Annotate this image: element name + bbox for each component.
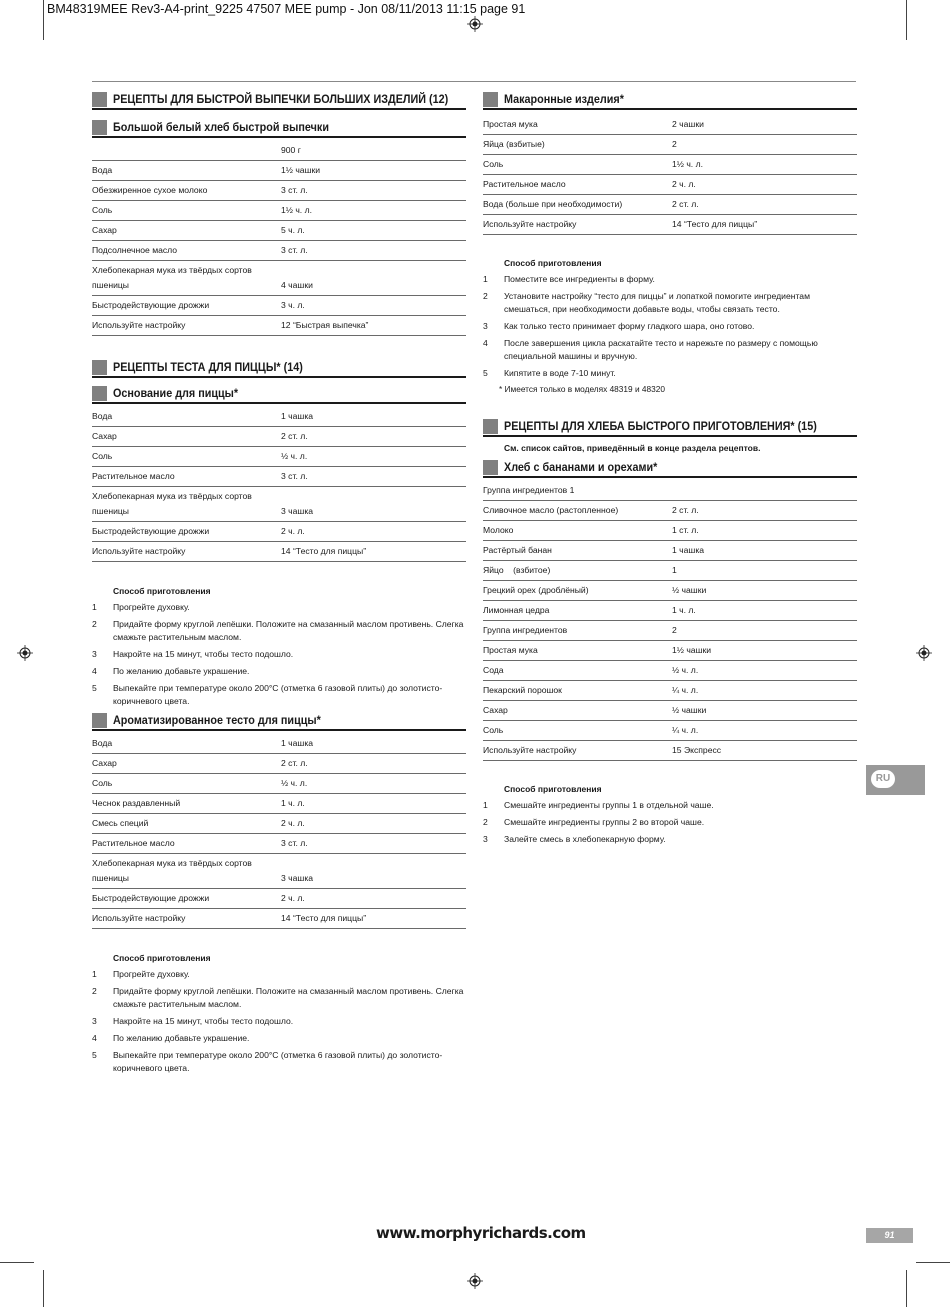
table-row: Вода 1 чашка bbox=[92, 407, 466, 427]
method-step: 3 Залейте смесь в хлебопекарную форму. bbox=[483, 834, 666, 844]
page-number: 91 bbox=[866, 1228, 913, 1243]
method-step: 5 Выпекайте при температуре около 200°C (отметка 6 газовой плиты) до золотисто-коричневого цвета. bbox=[92, 1050, 443, 1073]
method-flavoured-pizza bbox=[92, 953, 466, 1075]
method-step: 1 Прогрейте духовку. bbox=[92, 602, 190, 612]
table-row: Соль ½ ч. л. bbox=[92, 447, 466, 467]
method-step: 3 Накройте на 15 минут, чтобы тесто подошло. bbox=[92, 1016, 294, 1026]
table-row: Лимонная цедра 1 ч. л. bbox=[483, 601, 857, 621]
table-row: Растительное масло 3 ст. л. bbox=[92, 467, 466, 487]
table-row: Сливочное масло (растопленное) 2 ст. л. bbox=[483, 501, 857, 521]
method-title: Способ приготовления bbox=[113, 953, 211, 963]
table-row: Простая мука 1½ чашки bbox=[483, 641, 857, 661]
table-row: Чеснок раздавленный 1 ч. л. bbox=[92, 794, 466, 814]
table-row: Используйте настройку 14 “Тесто для пиццы” bbox=[483, 215, 857, 235]
table-row: Простая мука 2 чашки bbox=[483, 115, 857, 135]
method-step: 1 Смешайте ингредиенты группы 1 в отдельной чаше. bbox=[483, 800, 714, 810]
crop-mark bbox=[906, 1270, 907, 1307]
table-row: Вода 1 чашка bbox=[92, 734, 466, 754]
table-row: Яйцо (взбитое) 1 bbox=[483, 561, 857, 581]
method-title: Способ приготовления bbox=[504, 258, 602, 268]
method-step: 4 По желанию добавьте украшение. bbox=[92, 1033, 250, 1043]
crop-mark bbox=[906, 0, 907, 40]
left-column bbox=[92, 91, 466, 1079]
method-step: 3 Как только тесто принимает форму гладкого шара, оно готово. bbox=[483, 321, 755, 331]
registration-mark-icon bbox=[916, 645, 932, 661]
table-row: Группа ингредиентов 1 bbox=[483, 481, 857, 501]
recipe-title-white-bread: Большой белый хлеб быстрой выпечки bbox=[92, 119, 466, 138]
table-row: Растительное масло 3 ст. л. bbox=[92, 834, 466, 854]
table-row: Пекарский порошок ¼ ч. л. bbox=[483, 681, 857, 701]
method-step: 5 Кипятите в воде 7-10 минут. bbox=[483, 368, 616, 378]
table-row: Используйте настройку 12 “Быстрая выпечка” bbox=[92, 316, 466, 336]
method-step: 1 Поместите все ингредиенты в форму. bbox=[483, 274, 655, 284]
method-step: 3 Накройте на 15 минут, чтобы тесто подошло. bbox=[92, 649, 294, 659]
table-row: Вода 1½ чашки bbox=[92, 161, 466, 181]
table-row: Соль ¼ ч. л. bbox=[483, 721, 857, 741]
table-row: Соль 1½ ч. л. bbox=[92, 201, 466, 221]
footer-url: www.morphyrichards.com bbox=[376, 1224, 586, 1242]
table-row: Сода ½ ч. л. bbox=[483, 661, 857, 681]
method-step: 4 По желанию добавьте украшение. bbox=[92, 666, 250, 676]
top-rule bbox=[92, 81, 856, 82]
method-banana-bread bbox=[483, 784, 857, 846]
table-row: Яйца (взбитые) 2 bbox=[483, 135, 857, 155]
method-step: 1 Прогрейте духовку. bbox=[92, 969, 190, 979]
table-row: Сахар 2 ст. л. bbox=[92, 754, 466, 774]
sites-note: См. список сайтов, приведённый в конце раздела рецептов. bbox=[504, 443, 761, 453]
table-row: Сахар 5 ч. л. bbox=[92, 221, 466, 241]
section-title-pizza: РЕЦЕПТЫ ТЕСТА ДЛЯ ПИЦЦЫ* (14) bbox=[92, 359, 466, 378]
crop-mark bbox=[916, 1262, 950, 1263]
recipe-title-flavoured-pizza: Ароматизированное тесто для пиццы* bbox=[92, 712, 466, 731]
method-step: 4 После завершения цикла раскатайте тесто и нарежьте по размеру с помощью специальной машины и вручную. bbox=[483, 338, 818, 361]
method-step: 2 Придайте форму круглой лепёшки. Положите на смазанный маслом противень. Слегка смажьте растительным маслом. bbox=[92, 619, 464, 642]
table-row: Грецкий орех (дроблёный) ½ чашки bbox=[483, 581, 857, 601]
language-label: RU bbox=[871, 770, 895, 788]
table-row: Быстродействующие дрожжи 3 ч. л. bbox=[92, 296, 466, 316]
registration-mark-icon bbox=[467, 16, 483, 32]
table-row: Соль ½ ч. л. bbox=[92, 774, 466, 794]
table-row: Используйте настройку 15 Экспресс bbox=[483, 741, 857, 761]
ingredients-table-white-bread bbox=[92, 141, 466, 336]
table-row: Хлебопекарная мука из твёрдых сортов пшеницы 3 чашка bbox=[92, 487, 466, 522]
table-row: Соль 1½ ч. л. bbox=[483, 155, 857, 175]
recipe-title-pizza-base: Основание для пиццы* bbox=[92, 385, 466, 404]
method-pasta bbox=[483, 258, 857, 394]
language-tab bbox=[866, 765, 925, 795]
registration-mark-icon bbox=[467, 1273, 483, 1289]
section-title-quick-bread: РЕЦЕПТЫ ДЛЯ ХЛЕБА БЫСТРОГО ПРИГОТОВЛЕНИЯ* (15) bbox=[483, 418, 857, 437]
table-row: 900 г bbox=[92, 141, 466, 161]
table-row: Вода (больше при необходимости) 2 ст. л. bbox=[483, 195, 857, 215]
table-row: Растёртый банан 1 чашка bbox=[483, 541, 857, 561]
table-row: Подсолнечное масло 3 ст. л. bbox=[92, 241, 466, 261]
method-title: Способ приготовления bbox=[504, 784, 602, 794]
ingredients-table-flavoured-pizza bbox=[92, 734, 466, 929]
table-row: Обезжиренное сухое молоко 3 ст. л. bbox=[92, 181, 466, 201]
method-step: 2 Установите настройку “тесто для пиццы” и лопаткой помогите ингредиентам смешаться, при необходимости добавьте воды, чтобы связать тесто. bbox=[483, 291, 810, 314]
table-row: Хлебопекарная мука из твёрдых сортов пшеницы 4 чашки bbox=[92, 261, 466, 296]
method-step: 2 Смешайте ингредиенты группы 2 во второй чаше. bbox=[483, 817, 705, 827]
table-row: Сахар ½ чашки bbox=[483, 701, 857, 721]
right-column bbox=[483, 91, 857, 850]
crop-mark bbox=[43, 0, 44, 40]
table-row: Используйте настройку 14 “Тесто для пиццы” bbox=[92, 909, 466, 929]
recipe-title-pasta: Макаронные изделия* bbox=[483, 91, 857, 110]
method-step: 5 Выпекайте при температуре около 200°C (отметка 6 газовой плиты) до золотисто-коричневого цвета. bbox=[92, 683, 443, 706]
models-footnote: * Имеется только в моделях 48319 и 48320 bbox=[499, 384, 665, 394]
ingredients-table-pasta bbox=[483, 115, 857, 235]
table-row: Смесь специй 2 ч. л. bbox=[92, 814, 466, 834]
ingredients-table-banana-bread bbox=[483, 481, 857, 761]
print-slug: BM48319MEE Rev3-A4-print_9225 47507 MEE pump - Jon 08/11/2013 11:15 page 91 bbox=[47, 2, 526, 16]
table-row: Быстродействующие дрожжи 2 ч. л. bbox=[92, 522, 466, 542]
method-pizza-base bbox=[92, 586, 466, 708]
registration-mark-icon bbox=[17, 645, 33, 661]
table-row: Группа ингредиентов 2 bbox=[483, 621, 857, 641]
method-title: Способ приготовления bbox=[113, 586, 211, 596]
crop-mark bbox=[43, 1270, 44, 1307]
table-row: Используйте настройку 14 “Тесто для пиццы” bbox=[92, 542, 466, 562]
table-row: Хлебопекарная мука из твёрдых сортов пшеницы 3 чашка bbox=[92, 854, 466, 889]
ingredients-table-pizza-base bbox=[92, 407, 466, 562]
table-row: Сахар 2 ст. л. bbox=[92, 427, 466, 447]
crop-mark bbox=[0, 1262, 34, 1263]
recipe-title-banana-nut-bread: Хлеб с бананами и орехами* bbox=[483, 459, 857, 478]
table-row: Быстродействующие дрожжи 2 ч. л. bbox=[92, 889, 466, 909]
table-row: Растительное масло 2 ч. л. bbox=[483, 175, 857, 195]
table-row: Молоко 1 ст. л. bbox=[483, 521, 857, 541]
section-title-quick-bake: РЕЦЕПТЫ ДЛЯ БЫСТРОЙ ВЫПЕЧКИ БОЛЬШИХ ИЗДЕЛИЙ (12) bbox=[92, 91, 466, 110]
method-step: 2 Придайте форму круглой лепёшки. Положите на смазанный маслом противень. Слегка смажьте растительным маслом. bbox=[92, 986, 464, 1009]
